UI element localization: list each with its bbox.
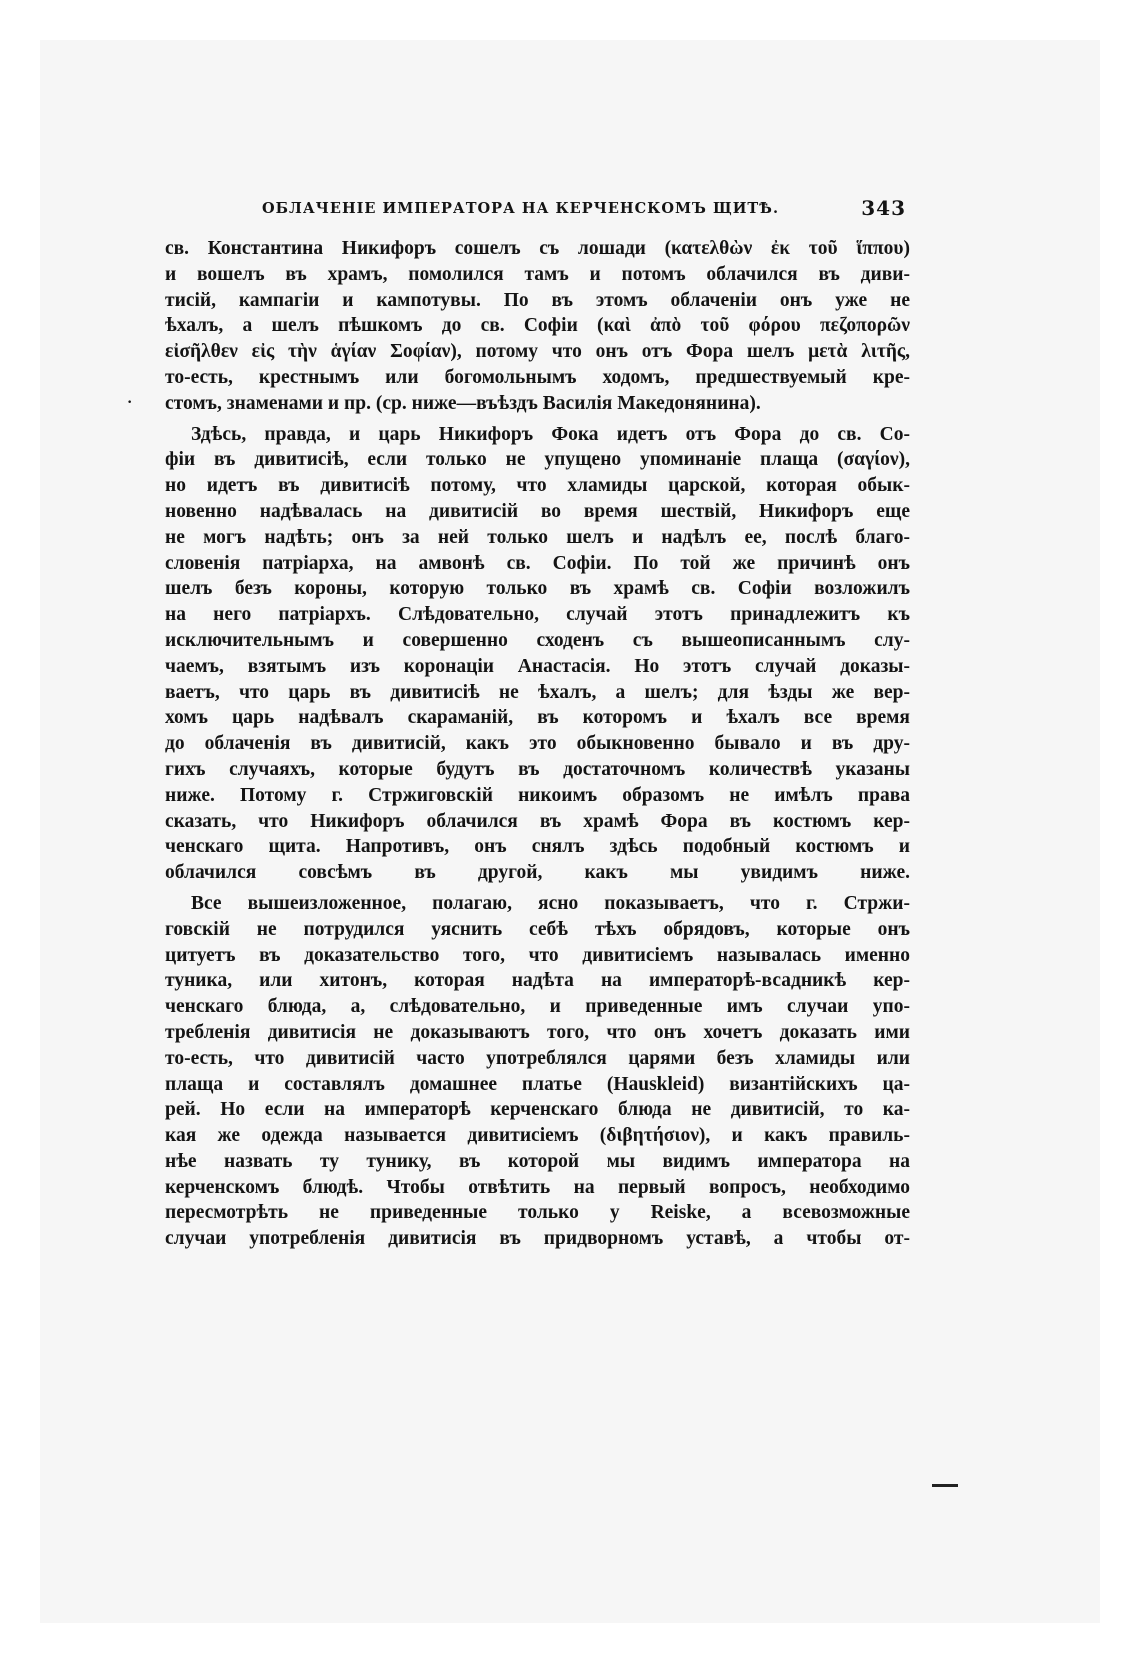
text-line: и вошелъ въ храмъ, помолился тамъ и потомъ облачился въ диви- <box>165 263 910 285</box>
text-line: но идетъ въ дивитисіѣ потому, что хламиды царской, которая обык- <box>165 475 910 497</box>
text-line: тисій, кампагіи и кампотувы. По въ этомъ облаченіи онъ уже не <box>165 289 910 311</box>
text-line: Все вышеизложенное, полагаю, ясно показываетъ, что г. Стржи- <box>191 892 910 914</box>
text-line: чаемъ, взятымъ изъ коронаціи Анастасія. Но этотъ случай доказы- <box>165 655 910 677</box>
text-line: то-есть, что дивитисій часто употреблялся царями безъ хламиды или <box>165 1047 910 1069</box>
text-line: хомъ царь надѣвалъ скараманій, въ которомъ и ѣхалъ все время <box>165 707 910 729</box>
text-line: рей. Но если на императорѣ керченскаго блюда не дивитисій, то ка- <box>165 1099 910 1121</box>
text-line: говскій не потрудился уяснить себѣ тѣхъ обрядовъ, которые онъ <box>165 918 910 940</box>
text-line: ченскаго щита. Напротивъ, онъ снялъ здѣсь подобный костюмъ и <box>165 836 910 858</box>
text-line: на него патріархъ. Слѣдовательно, случай этотъ принадлежитъ къ <box>165 604 910 626</box>
text-line: кая же одежда называется дивитисіемъ (διβητήσιον), и какъ правиль- <box>165 1125 910 1147</box>
text-line: св. Константина Никифоръ сошелъ съ лошади (κατελθὼν ἐκ τοῦ ἵππου) <box>165 238 910 259</box>
text-line: то-есть, крестнымъ или богомольнымъ ходомъ, предшествуемый кре- <box>165 366 910 388</box>
text-line: εἰσῆλθεν εἰς τὴν ἁγίαν Σοφίαν), потому что онъ отъ Фора шелъ μετὰ λιτῆς, <box>165 341 910 363</box>
text-line: стомъ, знаменами и пр. (ср. ниже—въѣздъ Василія Македонянина). <box>165 392 761 414</box>
text-line: керченскомъ блюдѣ. Чтобы отвѣтить на первый вопросъ, необходимо <box>165 1176 910 1198</box>
text-line: ѣхалъ, а шелъ пѣшкомъ до св. Софіи (καὶ ἀπὸ τοῦ φόρου πεζοπορῶν <box>165 315 910 337</box>
text-line: исключительнымъ и совершенно сходенъ съ вышеописаннымъ слу- <box>165 629 910 651</box>
margin-mark: · <box>127 394 133 411</box>
text-line: сказать, что Никифоръ облачился въ храмѣ Фора въ костюмъ кер- <box>165 810 910 832</box>
text-line: шелъ безъ короны, которую только въ храмѣ св. Софіи возложилъ <box>165 578 910 600</box>
text-line: Здѣсь, правда, и царь Никифоръ Фока идетъ отъ Фора до св. Со- <box>191 423 910 445</box>
running-head <box>165 196 910 236</box>
text-line: облачился совсѣмъ въ другой, какъ мы увидимъ ниже. <box>165 862 910 884</box>
text-line: до облаченія въ дивитисій, какъ это обыкновенно бывало и въ дру- <box>165 733 910 755</box>
text-line: цитуетъ въ доказательство того, что дивитисіемъ называлась именно <box>165 944 910 966</box>
body-text <box>127 236 910 1252</box>
text-line: гихъ случаяхъ, которые будутъ въ достаточномъ количествѣ указаны <box>165 758 910 780</box>
text-line: пересмотрѣть не приведенные только у Reiske, а всевозможные <box>165 1202 910 1224</box>
text-line: ваетъ, что царь въ дивитисіѣ не ѣхалъ, а шелъ; для ѣзды же вер- <box>165 681 910 703</box>
text-line: фіи въ дивитисіѣ, если только не упущено упоминаніе плаща (σαγίον), <box>165 449 910 471</box>
page-number: 343 <box>861 196 906 220</box>
text-line: нѣе назвать ту тунику, въ которой мы видимъ императора на <box>165 1150 910 1172</box>
text-line: туника, или хитонъ, которая надѣта на императорѣ-всадникѣ кер- <box>165 970 910 992</box>
text-line: случаи употребленія дивитисія въ придворномъ уставѣ, а чтобы от- <box>165 1228 910 1250</box>
text-line: плаща и составлялъ домашнее платье (Hauskleid) византійскихъ ца- <box>165 1073 910 1095</box>
text-line: требленія дивитисія не доказываютъ того, что онъ хочетъ доказать ими <box>165 1021 910 1043</box>
text-line: не могъ надѣть; онъ за ней только шелъ и надѣлъ ее, послѣ благо- <box>165 526 910 548</box>
text-line: новенно надѣвалась на дивитисій во время шествій, Никифоръ еще <box>165 500 910 522</box>
text-line: ниже. Потому г. Стржиговскій никоимъ образомъ не имѣлъ права <box>165 784 910 806</box>
book-page <box>127 196 910 1252</box>
edge-dash-mark <box>932 1484 958 1487</box>
running-title: ОБЛАЧЕНІЕ ИМПЕРАТОРА НА КЕРЧЕНСКОМЪ ЩИТѢ. <box>262 200 779 217</box>
text-line: словенія патріарха, на амвонѣ св. Софіи. По той же причинѣ онъ <box>165 552 910 574</box>
text-line: ченскаго блюда, а, слѣдовательно, и приведенные имъ случаи упо- <box>165 996 910 1018</box>
